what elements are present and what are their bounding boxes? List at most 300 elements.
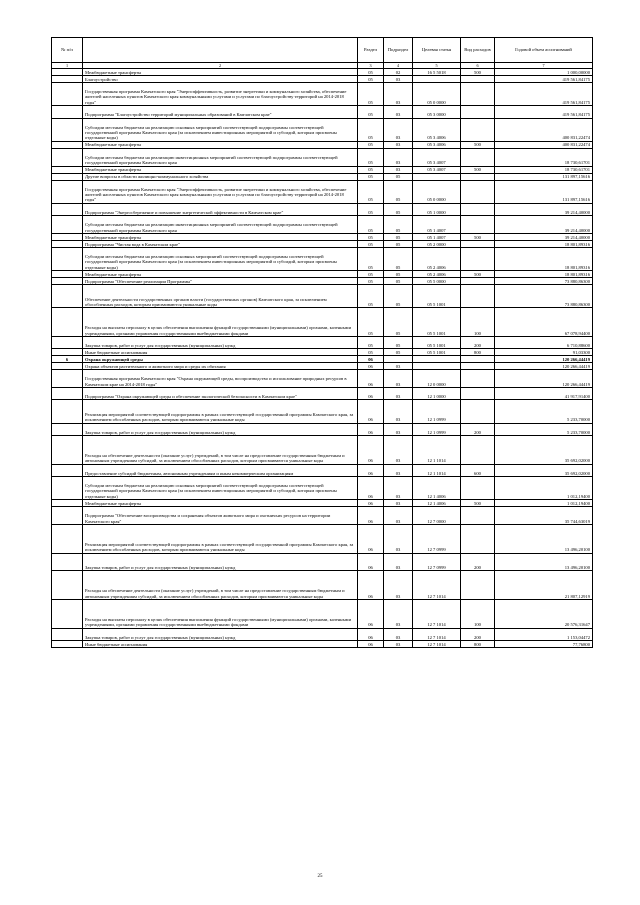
row-exptype-cell: 200	[461, 336, 495, 348]
row-num-cell	[52, 436, 83, 465]
row-num-cell	[52, 507, 83, 525]
row-target-cell: 12 1 0000	[413, 388, 461, 400]
row-section-cell: 05	[358, 173, 384, 180]
col-number: 1	[52, 63, 83, 69]
table-row	[52, 436, 593, 465]
row-target-cell: 05 5 1001	[413, 308, 461, 337]
row-amount-cell: 18 801,89316	[495, 240, 593, 247]
row-target-cell: 05 3 4006	[413, 141, 461, 148]
row-num-cell	[52, 400, 83, 423]
row-section-cell: 06	[358, 370, 384, 388]
table-header-row	[52, 38, 593, 63]
row-name-cell: Межбюджетные трансферты	[83, 233, 358, 240]
row-section-cell: 05	[358, 76, 384, 83]
table-row	[52, 423, 593, 435]
row-target-cell: 12 1 4006	[413, 500, 461, 507]
row-exptype-cell	[461, 363, 495, 370]
row-exptype-cell	[461, 173, 495, 180]
row-subsection-cell: 05	[384, 216, 413, 234]
row-num-cell	[52, 600, 83, 629]
row-subsection-cell: 03	[384, 76, 413, 83]
row-amount-cell: 18 730,61701	[495, 148, 593, 166]
row-section-cell: 06	[358, 600, 384, 629]
table-row	[52, 477, 593, 500]
row-num-cell	[52, 203, 83, 215]
row-exptype-cell	[461, 436, 495, 465]
row-num-cell	[52, 118, 83, 141]
row-amount-cell: 419 561,84175	[495, 106, 593, 118]
row-num-cell	[52, 166, 83, 173]
row-amount-cell: 120 266,44419	[495, 356, 593, 363]
row-target-cell: 12 7 0999	[413, 525, 461, 554]
row-exptype-cell: 100	[461, 600, 495, 629]
header-num: № п/п	[52, 38, 83, 63]
table-body	[52, 69, 593, 648]
row-amount-cell: 5 233,70000	[495, 400, 593, 423]
row-num-cell	[52, 628, 83, 640]
row-subsection-cell: 03	[384, 641, 413, 648]
row-name-cell: Закупка товаров, работ и услуг для государственных (муниципальных) нужд	[83, 553, 358, 571]
row-amount-cell: 18 801,89316	[495, 271, 593, 278]
row-subsection-cell: 03	[384, 363, 413, 370]
row-section-cell: 06	[358, 628, 384, 640]
row-exptype-cell	[461, 240, 495, 247]
header-target: Целевая статья	[413, 38, 461, 63]
row-name-cell: Межбюджетные трансферты	[83, 271, 358, 278]
row-subsection-cell: 03	[384, 600, 413, 629]
row-section-cell: 06	[358, 571, 384, 600]
table-row	[52, 308, 593, 337]
row-name-cell: Субсидии местным бюджетам на реализацию основных мероприятий соответствующей подпрограммы соответствующей государственной программы Камчатского края (за исключением инвестиционных мероприятий и субсидий, которым присвоены отдельные коды)	[83, 477, 358, 500]
row-exptype-cell: 800	[461, 349, 495, 356]
row-amount-cell: 39 214,40000	[495, 216, 593, 234]
row-exptype-cell: 500	[461, 233, 495, 240]
row-section-cell: 05	[358, 240, 384, 247]
table-row	[52, 278, 593, 285]
row-name-cell: Благоустройство	[83, 76, 358, 83]
row-exptype-cell	[461, 247, 495, 270]
row-exptype-cell	[461, 571, 495, 600]
row-subsection-cell: 03	[384, 83, 413, 106]
row-section-cell: 05	[358, 118, 384, 141]
table-row	[52, 600, 593, 629]
table-row	[52, 166, 593, 173]
table-row	[52, 388, 593, 400]
row-num-cell	[52, 180, 83, 203]
row-section-cell: 06	[358, 507, 384, 525]
row-name-cell: Расходы на обеспечение деятельности (оказание услуг) учреждений, в том числе на предоставление государственным бюджетным и автономным учреждениям субсидий, за исключением обособленных расходов, которым присваиваются уникальные коды	[83, 571, 358, 600]
row-amount-cell: 39 214,40000	[495, 203, 593, 215]
row-amount-cell: 41 917,91400	[495, 388, 593, 400]
table-row	[52, 83, 593, 106]
row-subsection-cell: 05	[384, 233, 413, 240]
table-row	[52, 69, 593, 76]
row-section-cell: 05	[358, 106, 384, 118]
row-target-cell	[413, 173, 461, 180]
row-target-cell: 05 1 0000	[413, 203, 461, 215]
row-subsection-cell: 03	[384, 388, 413, 400]
row-subsection-cell: 05	[384, 271, 413, 278]
row-section-cell: 05	[358, 233, 384, 240]
row-num-cell	[52, 271, 83, 278]
row-exptype-cell: 600	[461, 464, 495, 476]
row-section-cell: 05	[358, 308, 384, 337]
row-exptype-cell	[461, 180, 495, 203]
row-target-cell: 12 1 1014	[413, 436, 461, 465]
table-row	[52, 76, 593, 83]
row-num-cell	[52, 464, 83, 476]
row-target-cell: 12 7 1014	[413, 600, 461, 629]
row-section-cell: 05	[358, 69, 384, 76]
table-row	[52, 641, 593, 648]
row-subsection-cell: 03	[384, 477, 413, 500]
row-amount-cell: 77,76800	[495, 641, 593, 648]
table-row	[52, 525, 593, 554]
row-subsection-cell: 03	[384, 507, 413, 525]
row-amount-cell: 1 012,19400	[495, 477, 593, 500]
row-amount-cell: 67 078,94400	[495, 308, 593, 337]
row-section-cell: 06	[358, 464, 384, 476]
row-exptype-cell	[461, 388, 495, 400]
row-subsection-cell: 05	[384, 247, 413, 270]
row-num-cell	[52, 141, 83, 148]
row-exptype-cell: 800	[461, 641, 495, 648]
budget-table-sheet	[51, 37, 592, 648]
row-amount-cell: 1 012,19400	[495, 500, 593, 507]
row-num-cell	[52, 336, 83, 348]
header-subsection: Подраздел	[384, 38, 413, 63]
table-row	[52, 141, 593, 148]
row-subsection-cell: 03	[384, 166, 413, 173]
row-amount-cell: 1 153,04472	[495, 628, 593, 640]
row-section-cell: 06	[358, 553, 384, 571]
row-amount-cell: 13 496,20100	[495, 553, 593, 571]
row-exptype-cell	[461, 148, 495, 166]
row-subsection-cell: 05	[384, 278, 413, 285]
col-number: 6	[461, 63, 495, 69]
row-name-cell: Государственная программа Камчатского края "Охрана окружающей среды, воспроизводство и использование природных ресурсов в Камчатском крае на 2014-2018 годы"	[83, 370, 358, 388]
row-num-cell	[52, 571, 83, 600]
row-name-cell: Межбюджетные трансферты	[83, 166, 358, 173]
row-name-cell: Подпрограмма "Энергосбережение и повышение энергетической эффективности в Камчатском крае"	[83, 203, 358, 215]
row-amount-cell: 18 730,61701	[495, 166, 593, 173]
row-target-cell: 05 2 4006	[413, 247, 461, 270]
header-section: Раздел	[358, 38, 384, 63]
row-name-cell: Межбюджетные трансферты	[83, 141, 358, 148]
row-section-cell: 06	[358, 400, 384, 423]
row-name-cell: Расходы на выплаты персоналу в целях обеспечения выполнения функций государственными (муниципальными) органами, казенными учреждениями, органами управления государственными внебюджетными фондами	[83, 308, 358, 337]
row-subsection-cell: 03	[384, 400, 413, 423]
row-name-cell: Субсидии местным бюджетам на реализацию инвестиционных мероприятий соответствующей подпрограммы соответствующей государственной программы Камчатского края	[83, 148, 358, 166]
row-target-cell: 05 5 1001	[413, 285, 461, 308]
row-exptype-cell: 500	[461, 69, 495, 76]
header-name	[83, 38, 358, 63]
row-target-cell: 16 5 5018	[413, 69, 461, 76]
table-row	[52, 363, 593, 370]
table-row	[52, 400, 593, 423]
row-subsection-cell: 03	[384, 628, 413, 640]
row-target-cell: 05 5 0000	[413, 278, 461, 285]
row-section-cell: 05	[358, 166, 384, 173]
row-section-cell: 05	[358, 336, 384, 348]
row-target-cell: 12 1 4006	[413, 477, 461, 500]
row-amount-cell: 131 897,15616	[495, 173, 593, 180]
row-amount-cell: 18 801,89316	[495, 247, 593, 270]
row-subsection-cell: 05	[384, 173, 413, 180]
row-name-cell: Реализация мероприятий соответствующей подпрограммы в рамках соответствующей государственной программы Камчатского края, за исключением обособленных расходов, которым присваиваются уникальные коды	[83, 525, 358, 554]
table-row	[52, 203, 593, 215]
table-row	[52, 336, 593, 348]
row-target-cell: 05 0 0000	[413, 83, 461, 106]
table-row	[52, 507, 593, 525]
row-target-cell: 05 3 4007	[413, 148, 461, 166]
row-subsection-cell: 03	[384, 525, 413, 554]
row-amount-cell: 39 214,40000	[495, 233, 593, 240]
row-name-cell: Предоставление субсидий бюджетным, автономным учреждениям и иным некоммерческим организациям	[83, 464, 358, 476]
table-row	[52, 500, 593, 507]
row-amount-cell: 1 000,00000	[495, 69, 593, 76]
row-subsection-cell: 03	[384, 571, 413, 600]
row-section-cell: 05	[358, 148, 384, 166]
header-exptype: Вид расходов	[461, 38, 495, 63]
row-subsection-cell: 03	[384, 370, 413, 388]
row-target-cell	[413, 356, 461, 363]
row-exptype-cell: 500	[461, 271, 495, 278]
page-number: 25	[317, 874, 323, 879]
table-row	[52, 464, 593, 476]
row-exptype-cell: 100	[461, 308, 495, 337]
row-exptype-cell	[461, 477, 495, 500]
row-exptype-cell: 200	[461, 553, 495, 571]
row-name-cell: Иные бюджетные ассигнования	[83, 349, 358, 356]
row-target-cell: 05 1 4007	[413, 216, 461, 234]
row-name-cell: Подпрограмма "Обеспечение воспроизводства и сохранения объектов животного мира и охотничьих ресурсов на территории Камчатского края"	[83, 507, 358, 525]
row-amount-cell: 6 710,88600	[495, 336, 593, 348]
row-section-cell: 06	[358, 500, 384, 507]
row-exptype-cell	[461, 83, 495, 106]
row-num-cell	[52, 106, 83, 118]
row-exptype-cell	[461, 525, 495, 554]
row-name-cell: Межбюджетные трансферты	[83, 69, 358, 76]
row-subsection-cell: 05	[384, 308, 413, 337]
row-num-cell	[52, 148, 83, 166]
row-num-cell	[52, 278, 83, 285]
row-section-cell: 05	[358, 349, 384, 356]
row-section-cell: 05	[358, 203, 384, 215]
row-num-cell	[52, 247, 83, 270]
row-section-cell: 06	[358, 423, 384, 435]
row-amount-cell: 35 692,02000	[495, 464, 593, 476]
row-num-cell	[52, 173, 83, 180]
col-number: 4	[384, 63, 413, 69]
row-target-cell: 12 7 1014	[413, 628, 461, 640]
row-name-cell: Подпрограмма "Чистая вода в Камчатском крае"	[83, 240, 358, 247]
row-num-cell	[52, 388, 83, 400]
col-number: 7	[495, 63, 593, 69]
row-amount-cell: 21 807,12919	[495, 571, 593, 600]
row-exptype-cell: 200	[461, 628, 495, 640]
row-name-cell: Государственная программа Камчатского края "Энергоэффективность, развитие энергетики и коммунального хозяйства, обеспечение жителей населенных пунктов Камчатского края коммунальными услугами и услугами по благоустройству территорий на 2014-2018 годы"	[83, 180, 358, 203]
row-subsection-cell: 03	[384, 423, 413, 435]
row-section-cell: 05	[358, 247, 384, 270]
row-name-cell: Подпрограмма "Обеспечение реализации Программы"	[83, 278, 358, 285]
table-row	[52, 106, 593, 118]
row-name-cell: Закупка товаров, работ и услуг для государственных (муниципальных) нужд	[83, 336, 358, 348]
row-subsection-cell: 03	[384, 106, 413, 118]
row-section-cell: 06	[358, 436, 384, 465]
row-num-cell	[52, 285, 83, 308]
row-target-cell: 05 2 0000	[413, 240, 461, 247]
row-num-cell	[52, 240, 83, 247]
row-name-cell: Субсидии местным бюджетам на реализацию основных мероприятий соответствующей подпрограммы соответствующей государственной программы Камчатского края (за исключением инвестиционных мероприятий и субсидий, которым присвоены отдельные коды)	[83, 118, 358, 141]
row-name-cell: Расходы на обеспечение деятельности (оказание услуг) учреждений, в том числе на предоставление государственным бюджетным и автономным учреждениям субсидий, за исключением обособленных расходов, которым присваиваются уникальные коды	[83, 436, 358, 465]
row-num-cell	[52, 76, 83, 83]
row-exptype-cell	[461, 216, 495, 234]
row-amount-cell: 419 561,84175	[495, 76, 593, 83]
row-section-cell: 05	[358, 141, 384, 148]
row-num-cell	[52, 525, 83, 554]
row-name-cell: Государственная программа Камчатского края "Энергоэффективность, развитие энергетики и коммунального хозяйства, обеспечение жителей населенных пунктов Камчатского края коммунальными услугами и услугами по благоустройству территорий на 2014-2018 годы"	[83, 83, 358, 106]
table-row	[52, 247, 593, 270]
row-target-cell: 12 7 0000	[413, 507, 461, 525]
row-section-cell: 06	[358, 477, 384, 500]
row-amount-cell: 120 266,44419	[495, 370, 593, 388]
table-row	[52, 271, 593, 278]
table-row	[52, 216, 593, 234]
row-name-cell: Другие вопросы в области жилищно-коммунального хозяйства	[83, 173, 358, 180]
row-exptype-cell	[461, 400, 495, 423]
table-row	[52, 628, 593, 640]
table-row	[52, 180, 593, 203]
col-number: 3	[358, 63, 384, 69]
row-name-cell: Охрана объектов растительного и животного мира и среды их обитания	[83, 363, 358, 370]
row-exptype-cell: 500	[461, 141, 495, 148]
row-exptype-cell	[461, 370, 495, 388]
row-exptype-cell	[461, 356, 495, 363]
row-target-cell: 12 0 0000	[413, 370, 461, 388]
row-target-cell: 12 1 0999	[413, 400, 461, 423]
row-num-cell	[52, 69, 83, 76]
row-amount-cell: 13 496,20100	[495, 525, 593, 554]
row-subsection-cell: 03	[384, 500, 413, 507]
table-row	[52, 240, 593, 247]
row-subsection-cell	[384, 356, 413, 363]
row-amount-cell: 35 692,02000	[495, 436, 593, 465]
row-name-cell: Реализация мероприятий соответствующей подпрограммы в рамках соответствующей государственной программы Камчатского края, за исключением обособленных расходов, которым присваиваются уникальные коды	[83, 400, 358, 423]
row-subsection-cell: 02	[384, 69, 413, 76]
row-exptype-cell: 500	[461, 500, 495, 507]
row-exptype-cell: 500	[461, 166, 495, 173]
row-amount-cell: 35 744,63019	[495, 507, 593, 525]
row-exptype-cell	[461, 285, 495, 308]
row-subsection-cell: 03	[384, 141, 413, 148]
row-amount-cell: 73 880,86300	[495, 285, 593, 308]
row-target-cell: 12 7 1014	[413, 571, 461, 600]
row-target-cell: 05 5 1001	[413, 349, 461, 356]
row-section-cell: 05	[358, 271, 384, 278]
row-amount-cell: 5 233,70000	[495, 423, 593, 435]
row-exptype-cell	[461, 76, 495, 83]
table-row	[52, 173, 593, 180]
row-subsection-cell: 03	[384, 553, 413, 571]
row-subsection-cell: 05	[384, 336, 413, 348]
row-num-cell	[52, 349, 83, 356]
row-subsection-cell: 03	[384, 436, 413, 465]
row-subsection-cell: 05	[384, 349, 413, 356]
row-num-cell	[52, 363, 83, 370]
row-amount-cell: 20 576,31647	[495, 600, 593, 629]
row-section-cell: 06	[358, 356, 384, 363]
row-num-cell	[52, 477, 83, 500]
row-name-cell: Подпрограмма "Охрана окружающей среды и обеспечение экологической безопасности в Камчатском крае"	[83, 388, 358, 400]
row-exptype-cell	[461, 203, 495, 215]
row-section-cell: 05	[358, 278, 384, 285]
row-target-cell: 12 7 1014	[413, 641, 461, 648]
row-amount-cell: 120 266,44419	[495, 363, 593, 370]
row-exptype-cell	[461, 507, 495, 525]
row-section-cell: 06	[358, 363, 384, 370]
row-subsection-cell: 05	[384, 180, 413, 203]
row-num-cell	[52, 641, 83, 648]
row-target-cell: 05 2 4006	[413, 271, 461, 278]
row-exptype-cell	[461, 106, 495, 118]
table-row	[52, 285, 593, 308]
row-name-cell: Закупка товаров, работ и услуг для государственных (муниципальных) нужд	[83, 423, 358, 435]
col-number: 5	[413, 63, 461, 69]
row-name-cell: Расходы на выплаты персоналу в целях обеспечения выполнения функций государственными (муниципальными) органами, казенными учреждениями, органами управления государственными внебюджетными фондами	[83, 600, 358, 629]
row-subsection-cell: 03	[384, 118, 413, 141]
row-num-cell	[52, 553, 83, 571]
row-name-cell: Охрана окружающей среды	[83, 356, 358, 363]
row-target-cell: 05 0 0000	[413, 180, 461, 203]
row-name-cell: Обеспечение деятельности государственных органов власти (государственных органов) Камчатского края, за исключением обособленных расходов, которым присваиваются уникальные коды	[83, 285, 358, 308]
table-row	[52, 148, 593, 166]
table-row	[52, 571, 593, 600]
table-row	[52, 233, 593, 240]
row-target-cell	[413, 76, 461, 83]
row-amount-cell: 91,03300	[495, 349, 593, 356]
row-name-cell: Субсидии местным бюджетам на реализацию основных мероприятий соответствующей подпрограммы соответствующей государственной программы Камчатского края (за исключением инвестиционных мероприятий и субсидий, которым присвоены отдельные коды)	[83, 247, 358, 270]
row-target-cell: 12 1 1014	[413, 464, 461, 476]
row-target-cell: 05 3 4007	[413, 166, 461, 173]
row-num-cell	[52, 216, 83, 234]
row-exptype-cell	[461, 278, 495, 285]
budget-table	[51, 37, 593, 648]
row-section-cell: 05	[358, 216, 384, 234]
header-amount: Годовой объем ассигнований	[495, 38, 593, 63]
row-subsection-cell: 05	[384, 203, 413, 215]
row-section-cell: 05	[358, 180, 384, 203]
row-target-cell: 05 1 4007	[413, 233, 461, 240]
row-num-cell: 6	[52, 356, 83, 363]
row-exptype-cell: 200	[461, 423, 495, 435]
table-row	[52, 370, 593, 388]
row-amount-cell: 419 561,84175	[495, 83, 593, 106]
row-amount-cell: 400 831,22474	[495, 118, 593, 141]
table-row	[52, 553, 593, 571]
row-num-cell	[52, 233, 83, 240]
row-section-cell: 06	[358, 525, 384, 554]
row-num-cell	[52, 423, 83, 435]
row-target-cell: 12 1 0999	[413, 423, 461, 435]
row-target-cell	[413, 363, 461, 370]
row-section-cell: 06	[358, 388, 384, 400]
row-name-cell: Закупка товаров, работ и услуг для государственных (муниципальных) нужд	[83, 628, 358, 640]
table-row	[52, 356, 593, 363]
row-exptype-cell	[461, 118, 495, 141]
row-name-cell: Субсидии местным бюджетам на реализацию инвестиционных мероприятий соответствующей подпрограммы соответствующей государственной программы Камчатского края	[83, 216, 358, 234]
row-subsection-cell: 03	[384, 148, 413, 166]
